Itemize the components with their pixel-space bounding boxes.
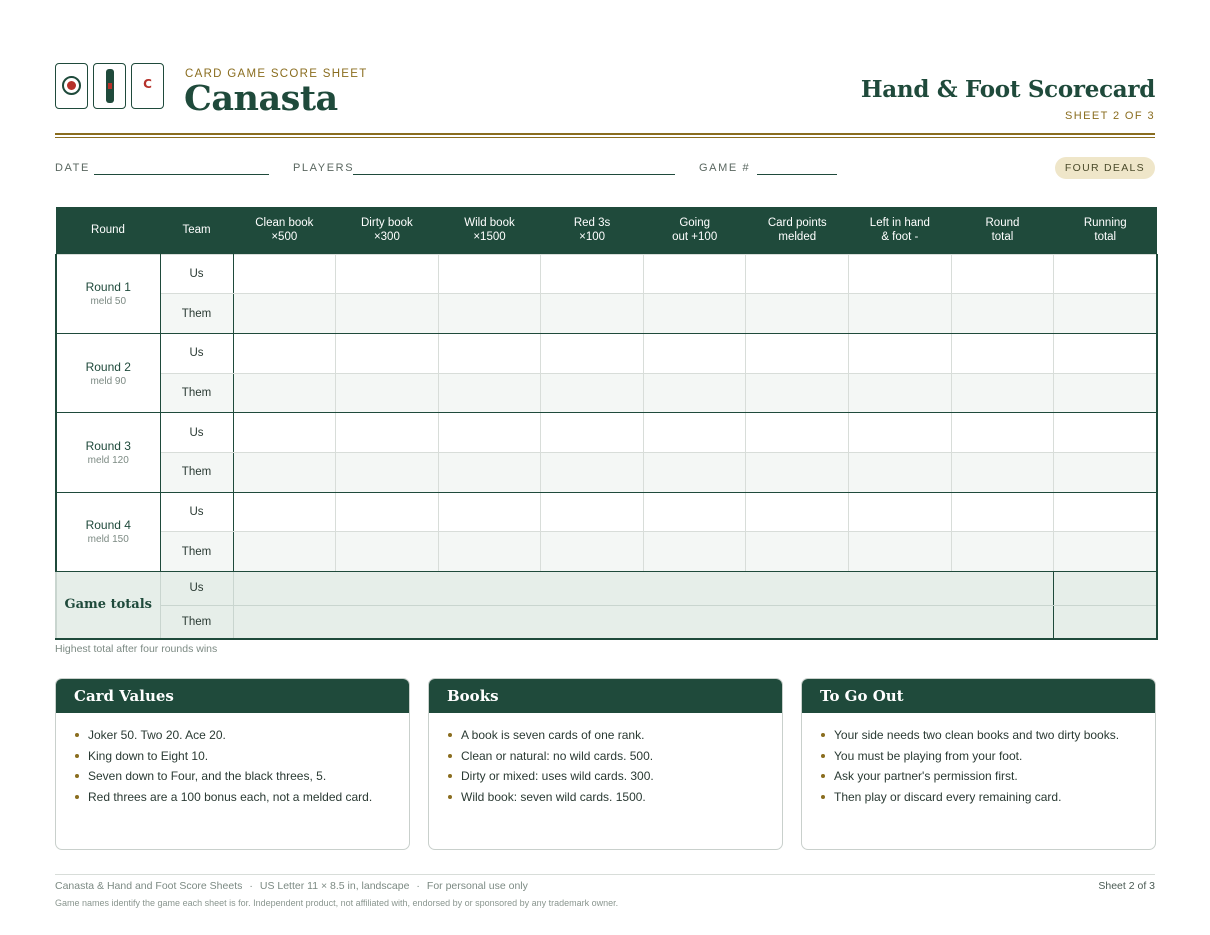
score-cell[interactable]: [233, 492, 336, 532]
score-cell[interactable]: [438, 294, 541, 334]
list-item: King down to Eight 10.: [74, 746, 409, 767]
round-meld: meld 50: [90, 296, 127, 308]
score-cell[interactable]: [541, 492, 644, 532]
score-cell[interactable]: [233, 413, 336, 453]
round-name: Round 1: [85, 280, 131, 295]
score-cell[interactable]: [951, 452, 1054, 492]
team-label: Them: [160, 452, 233, 492]
score-cell[interactable]: [643, 373, 746, 413]
score-cell[interactable]: [233, 373, 336, 413]
go-out-list: [802, 713, 1155, 808]
score-cell[interactable]: [746, 532, 849, 572]
go-out-title: To Go Out: [802, 679, 1155, 713]
list-item: Your side needs two clean books and two dirty books.: [820, 725, 1155, 746]
score-cell[interactable]: [336, 413, 439, 453]
team-label: Us: [160, 572, 233, 606]
score-table: [55, 207, 1156, 640]
scorecard-title: Hand & Foot Scorecard: [860, 76, 1155, 103]
books-title: Books: [429, 679, 782, 713]
books-list: [429, 713, 782, 808]
col-team: Team: [160, 207, 233, 254]
score-cell[interactable]: [438, 492, 541, 532]
team-label: Them: [160, 373, 233, 413]
score-cell[interactable]: [336, 254, 439, 294]
score-cell[interactable]: [541, 373, 644, 413]
footer-info: Canasta & Hand and Foot Score Sheets · US Letter 11 × 8.5 in, landscape · For personal use only: [55, 880, 528, 892]
table-row: [56, 413, 1157, 453]
score-cell[interactable]: [233, 294, 336, 334]
col-going-out: Going out +100: [643, 207, 746, 254]
score-cell[interactable]: [643, 413, 746, 453]
round-label-cell: [56, 492, 160, 571]
score-cell[interactable]: [849, 254, 952, 294]
score-cell[interactable]: [1054, 294, 1157, 334]
col-dirty-book: Dirty book ×300: [336, 207, 439, 254]
round-name: Round 3: [85, 438, 131, 453]
score-cell[interactable]: [336, 294, 439, 334]
score-cell[interactable]: [746, 492, 849, 532]
total-them-cell[interactable]: [1054, 605, 1157, 639]
col-left-in-hand: Left in hand & foot -: [849, 207, 952, 254]
score-cell[interactable]: [643, 294, 746, 334]
score-cell[interactable]: [541, 254, 644, 294]
total-us-cell[interactable]: [1054, 572, 1157, 606]
round-name: Round 2: [85, 359, 131, 374]
score-cell[interactable]: [438, 254, 541, 294]
go-out-box: [801, 678, 1156, 850]
score-cell[interactable]: [233, 333, 336, 373]
col-wild-book: Wild book ×1500: [438, 207, 541, 254]
score-cell[interactable]: [336, 492, 439, 532]
score-cell[interactable]: [951, 254, 1054, 294]
totals-span-cell: [233, 572, 1054, 606]
list-item: Joker 50. Two 20. Ace 20.: [74, 725, 409, 746]
list-item: Then play or discard every remaining card.: [820, 787, 1155, 808]
score-cell[interactable]: [233, 532, 336, 572]
score-cell[interactable]: [438, 452, 541, 492]
score-cell[interactable]: [438, 532, 541, 572]
score-cell[interactable]: [233, 254, 336, 294]
score-cell[interactable]: [1054, 333, 1157, 373]
score-cell[interactable]: [438, 373, 541, 413]
page-title: Canasta: [184, 78, 338, 119]
round-label-cell: [56, 254, 160, 333]
totals-row-us: [56, 572, 1157, 606]
team-label: Them: [160, 294, 233, 334]
col-red-3s: Red 3s ×100: [541, 207, 644, 254]
header-rule: [55, 133, 1155, 135]
score-cell[interactable]: [541, 532, 644, 572]
score-cell[interactable]: [1054, 492, 1157, 532]
score-cell[interactable]: [746, 373, 849, 413]
footer-rule: [55, 874, 1155, 875]
score-cell[interactable]: [746, 294, 849, 334]
score-cell[interactable]: [849, 333, 952, 373]
score-cell[interactable]: [1054, 373, 1157, 413]
score-cell[interactable]: [438, 333, 541, 373]
score-cell[interactable]: [541, 294, 644, 334]
players-field[interactable]: [353, 174, 675, 175]
score-cell[interactable]: [746, 413, 849, 453]
deals-badge: FOUR DEALS: [1055, 157, 1155, 179]
card-values-title: Card Values: [56, 679, 409, 713]
date-field[interactable]: [94, 174, 269, 175]
score-cell[interactable]: [849, 492, 952, 532]
score-cell[interactable]: [1054, 254, 1157, 294]
score-cell[interactable]: [951, 333, 1054, 373]
totals-span-cell: [233, 605, 1054, 639]
win-note: Highest total after four rounds wins: [55, 643, 218, 655]
score-cell[interactable]: [541, 452, 644, 492]
team-label: Us: [160, 492, 233, 532]
books-box: [428, 678, 783, 850]
list-item: A book is seven cards of one rank.: [447, 725, 782, 746]
list-item: You must be playing from your foot.: [820, 746, 1155, 767]
score-cell[interactable]: [951, 413, 1054, 453]
team-label: Them: [160, 532, 233, 572]
score-cell[interactable]: [541, 413, 644, 453]
team-label: Us: [160, 413, 233, 453]
date-label: DATE: [55, 162, 90, 174]
round-name: Round 4: [85, 518, 131, 533]
score-cell[interactable]: [849, 413, 952, 453]
list-item: Seven down to Four, and the black threes, 5.: [74, 766, 409, 787]
col-clean-book: Clean book ×500: [233, 207, 336, 254]
list-item: Red threes are a 100 bonus each, not a melded card.: [74, 787, 409, 808]
score-cell[interactable]: [336, 333, 439, 373]
score-cell[interactable]: [849, 373, 952, 413]
logo: [55, 63, 164, 109]
list-item: Dirty or mixed: uses wild cards. 300.: [447, 766, 782, 787]
table-row: [56, 532, 1157, 572]
page-header: [55, 62, 1155, 132]
score-cell[interactable]: [541, 333, 644, 373]
info-fields: [55, 156, 1155, 180]
score-cell[interactable]: [951, 294, 1054, 334]
score-cell[interactable]: [233, 452, 336, 492]
score-cell[interactable]: [849, 294, 952, 334]
score-cell[interactable]: [643, 452, 746, 492]
score-cell[interactable]: [336, 452, 439, 492]
round-meld: meld 150: [87, 534, 129, 546]
game-number-field[interactable]: [757, 174, 837, 175]
game-number-label: GAME #: [699, 162, 751, 174]
totals-label-cell: [56, 572, 160, 639]
score-cell[interactable]: [643, 492, 746, 532]
score-cell[interactable]: [849, 532, 952, 572]
score-cell[interactable]: [643, 333, 746, 373]
footer-sheet-number: Sheet 2 of 3: [1098, 880, 1155, 892]
table-row: [56, 254, 1157, 294]
score-cell[interactable]: [643, 254, 746, 294]
table-row: [56, 333, 1157, 373]
list-item: Ask your partner's permission first.: [820, 766, 1155, 787]
footer-disclaimer: Game names identify the game each sheet is for. Independent product, not affiliated with, endorsed by or sponsored by any trademark owner.: [55, 898, 619, 908]
col-round-total: Round total: [951, 207, 1054, 254]
table-row: [56, 373, 1157, 413]
team-label: Us: [160, 333, 233, 373]
score-cell[interactable]: [849, 452, 952, 492]
card-values-box: [55, 678, 410, 850]
score-cell[interactable]: [1054, 532, 1157, 572]
card-bar-icon: [93, 63, 126, 109]
header-rule-thin: [55, 137, 1155, 138]
team-label: Them: [160, 605, 233, 639]
table-row: [56, 492, 1157, 532]
score-cell[interactable]: [746, 254, 849, 294]
score-cell[interactable]: [951, 532, 1054, 572]
score-cell[interactable]: [1054, 413, 1157, 453]
round-meld: meld 90: [90, 375, 127, 387]
score-cell[interactable]: [1054, 452, 1157, 492]
round-label-cell: [56, 333, 160, 412]
table-header-row: [56, 207, 1157, 254]
card-letter-icon: C: [131, 63, 164, 109]
round-label-cell: [56, 413, 160, 492]
col-running-total: Running total: [1054, 207, 1157, 254]
score-cell[interactable]: [951, 492, 1054, 532]
score-cell[interactable]: [746, 333, 849, 373]
score-cell[interactable]: [336, 532, 439, 572]
totals-label: Game totals: [64, 597, 152, 613]
totals-row-them: [56, 605, 1157, 639]
score-cell[interactable]: [438, 413, 541, 453]
score-cell[interactable]: [643, 532, 746, 572]
list-item: Wild book: seven wild cards. 1500.: [447, 787, 782, 808]
table-row: [56, 294, 1157, 334]
score-cell[interactable]: [951, 373, 1054, 413]
header-kicker: CARD GAME SCORE SHEET: [185, 68, 368, 80]
sheet-number: SHEET 2 OF 3: [1065, 110, 1155, 122]
players-label: PLAYERS: [293, 162, 355, 174]
round-meld: meld 120: [87, 454, 129, 466]
score-cell[interactable]: [336, 373, 439, 413]
score-cell[interactable]: [746, 452, 849, 492]
card-values-list: [56, 713, 409, 808]
table-row: [56, 452, 1157, 492]
col-round: Round: [56, 207, 160, 254]
list-item: Clean or natural: no wild cards. 500.: [447, 746, 782, 767]
team-label: Us: [160, 254, 233, 294]
col-card-points: Card points melded: [746, 207, 849, 254]
card-ring-icon: [55, 63, 88, 109]
